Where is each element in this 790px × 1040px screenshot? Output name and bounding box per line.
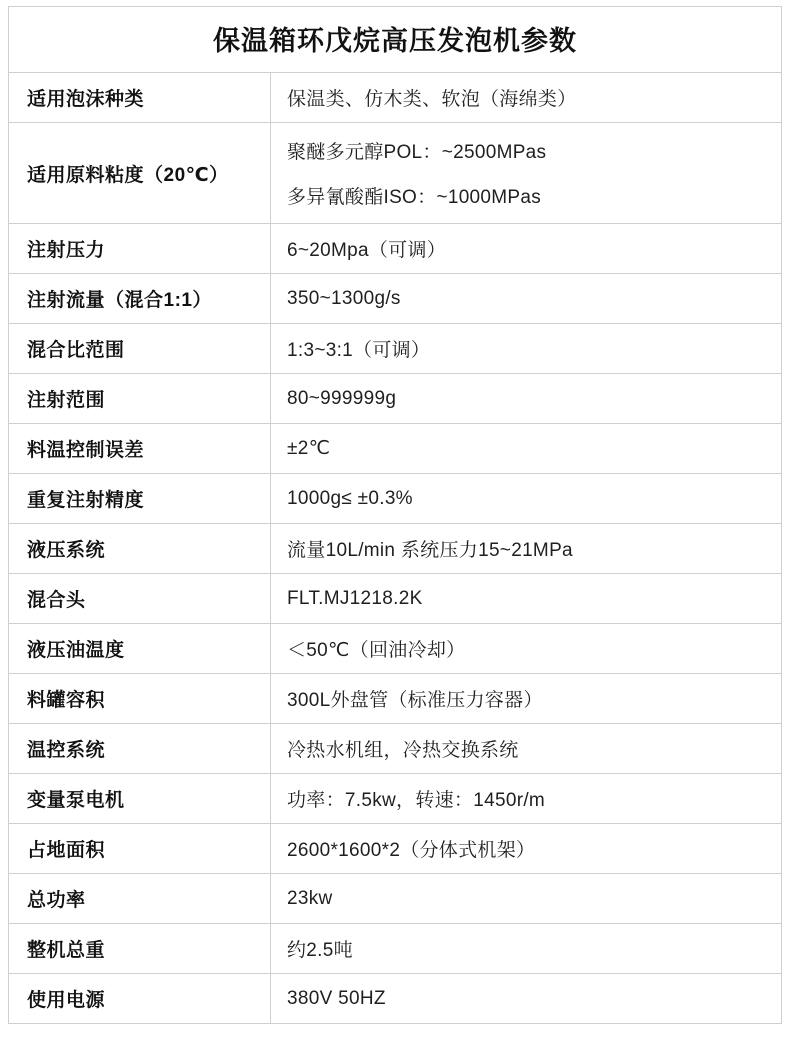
spec-value-line: ＜50℃（回油冷却） (287, 640, 466, 661)
spec-label: 液压系统 (9, 524, 271, 574)
spec-label: 使用电源 (9, 974, 271, 1024)
spec-value (271, 123, 782, 224)
spec-value-line: 保温类、仿木类、软泡（海绵类） (287, 89, 577, 110)
page-title: 保温箱环戊烷高压发泡机参数 (9, 7, 782, 73)
spec-value (271, 324, 782, 374)
spec-value (271, 73, 782, 123)
spec-value (271, 624, 782, 674)
table-row (9, 574, 782, 624)
table-row (9, 524, 782, 574)
spec-value-line: 1:3~3:1（可调） (287, 340, 431, 361)
table-row (9, 724, 782, 774)
spec-label: 注射压力 (9, 224, 271, 274)
spec-label: 整机总重 (9, 924, 271, 974)
spec-label: 料温控制误差 (9, 424, 271, 474)
spec-value (271, 774, 782, 824)
spec-value-line: 1000g≤ ±0.3% (287, 487, 413, 509)
spec-label: 适用泡沫种类 (9, 73, 271, 123)
table-row (9, 424, 782, 474)
spec-value-line: 380V 50HZ (287, 987, 386, 1009)
spec-label: 重复注射精度 (9, 474, 271, 524)
spec-value (271, 724, 782, 774)
spec-label: 注射范围 (9, 374, 271, 424)
table-row (9, 824, 782, 874)
spec-value (271, 574, 782, 624)
spec-table-body (9, 7, 782, 1024)
table-row (9, 73, 782, 123)
spec-label: 混合头 (9, 574, 271, 624)
spec-value (271, 424, 782, 474)
spec-value-line: 功率：7.5kw，转速：1450r/m (287, 790, 546, 811)
spec-value-line: 冷热水机组，冷热交换系统 (287, 740, 519, 761)
table-row (9, 624, 782, 674)
spec-label: 变量泵电机 (9, 774, 271, 824)
table-row (9, 874, 782, 924)
spec-label: 总功率 (9, 874, 271, 924)
spec-value (271, 974, 782, 1024)
spec-value (271, 874, 782, 924)
spec-value (271, 374, 782, 424)
spec-value-line: 350~1300g/s (287, 287, 401, 309)
table-row (9, 123, 782, 224)
spec-value (271, 924, 782, 974)
spec-value-line: 23kw (287, 887, 333, 909)
spec-table (8, 6, 782, 1024)
spec-value-line: ±2℃ (287, 438, 331, 459)
spec-label: 液压油温度 (9, 624, 271, 674)
table-row (9, 924, 782, 974)
spec-value (271, 274, 782, 324)
spec-label: 料罐容积 (9, 674, 271, 724)
table-title-row (9, 7, 782, 73)
table-row (9, 374, 782, 424)
table-row (9, 974, 782, 1024)
table-row (9, 324, 782, 374)
spec-value (271, 474, 782, 524)
spec-value (271, 674, 782, 724)
spec-label: 温控系统 (9, 724, 271, 774)
table-row (9, 774, 782, 824)
spec-value-line: 300L外盘管（标准压力容器） (287, 690, 543, 711)
spec-value-line: 约2.5吨 (287, 940, 353, 961)
spec-label: 适用原料粘度（20℃） (9, 123, 271, 224)
spec-label: 注射流量（混合1:1） (9, 274, 271, 324)
spec-value-line: 多异氰酸酯ISO：~1000MPas (287, 187, 542, 208)
table-row (9, 474, 782, 524)
spec-value-line: 2600*1600*2（分体式机架） (287, 840, 536, 861)
table-row (9, 674, 782, 724)
spec-value-line: FLT.MJ1218.2K (287, 587, 423, 609)
spec-value-line: 6~20Mpa（可调） (287, 240, 447, 261)
spec-label: 混合比范围 (9, 324, 271, 374)
table-row (9, 274, 782, 324)
spec-value (271, 224, 782, 274)
spec-value-line: 聚醚多元醇POL：~2500MPas (287, 142, 547, 163)
spec-value (271, 524, 782, 574)
spec-value-line: 流量10L/min 系统压力15~21MPa (287, 540, 573, 561)
spec-value-line: 80~999999g (287, 387, 397, 409)
spec-label: 占地面积 (9, 824, 271, 874)
spec-value (271, 824, 782, 874)
table-row (9, 224, 782, 274)
